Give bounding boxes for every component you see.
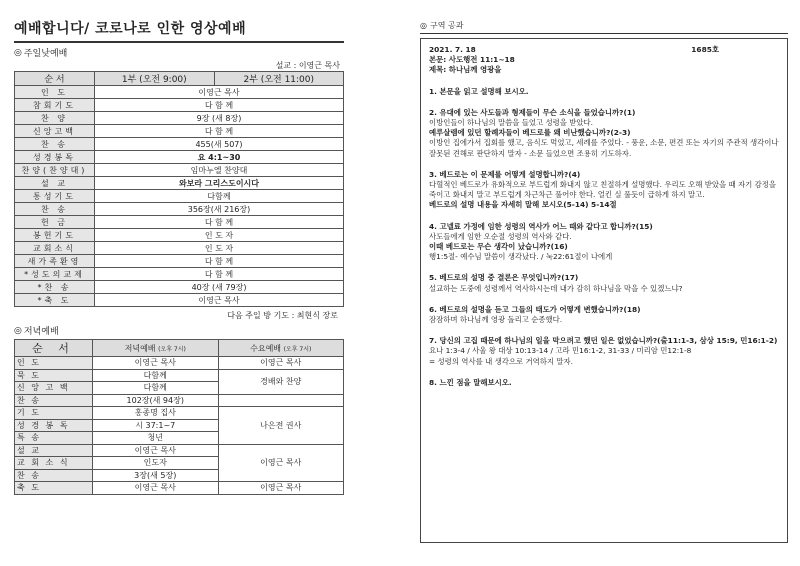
sunday-label: 주일낮예배 <box>23 49 68 59</box>
row-value: 인 도 자 <box>95 229 344 242</box>
wednesday-value: 경배와 찬양 <box>218 369 344 394</box>
wednesday-value: 이영근 목사 <box>218 444 344 482</box>
row-label: 신앙고백 <box>15 125 95 138</box>
row-label: 묵 도 <box>15 369 93 382</box>
question-2: 2. 유대에 있는 사도들과 형제들이 무슨 소식을 들었습니까?(1) <box>429 107 636 117</box>
answer-4b: 행1:5절- 예수님 말씀이 생각났다. / 눅22:61절이 나에게 <box>429 252 613 262</box>
col-order: 순 서 <box>15 340 93 357</box>
row-value: 다 함 께 <box>95 125 344 138</box>
table-row <box>15 138 344 151</box>
row-value: 임마누엘 찬양대 <box>95 164 344 177</box>
row-label: 성경봉독 <box>15 151 95 164</box>
answer-3: 다혈적인 베드로가 유화적으로 부드럽게 화내지 않고 친절하게 설명했다. 우리도 오해 받았을 때 자기 감정을 죽이고 화내지 말고 부드럽게 차근차근 풀어야 한다. 얼킨 실 풀듯이 급하게 하지 말고. <box>429 180 777 200</box>
bullet-icon: ◎ <box>420 21 427 30</box>
study-header <box>420 20 788 31</box>
preacher-line: 설교 : 이영근 목사 <box>275 61 340 70</box>
row-label: 찬양(찬양대) <box>15 164 95 177</box>
row-value: 다 함 께 <box>95 268 344 281</box>
row-label: 인 도 <box>15 357 93 370</box>
wednesday-value: 나은전 권사 <box>218 407 344 445</box>
evening-value: 이영근 목사 <box>93 482 219 495</box>
evening-value: 청년 <box>93 432 219 445</box>
row-value: 이영근 목사 <box>95 294 344 307</box>
question-3: 3. 베드로는 이 문제를 어떻게 설명합니까?(4) <box>429 169 581 179</box>
row-label: *찬 송 <box>15 281 95 294</box>
row-value: 40장 (새 79장) <box>95 281 344 294</box>
row-label: 헌 금 <box>15 216 95 229</box>
row-label: 신 앙 고 백 <box>15 382 93 395</box>
row-value: 요 4:1~30 <box>95 151 344 164</box>
row-label: 성 경 봉 독 <box>15 419 93 432</box>
col-wednesday: 수요예배 (오후 7시) <box>218 340 344 357</box>
question-1: 1. 본문을 읽고 설명해 보시오. <box>429 86 529 96</box>
question-8: 8. 느낀 점을 말해보시오. <box>429 377 512 387</box>
sunday-service-table <box>14 71 344 307</box>
row-value: 356장(새 216장) <box>95 203 344 216</box>
answer-5: 설교하는 도중에 성령께서 역사하시는데 내가 감히 하나님을 막을 수 있겠느냐? <box>429 283 683 293</box>
date-line <box>429 45 779 55</box>
evening-section-heading <box>14 324 344 337</box>
evening-value: 3장(새 5장) <box>93 469 219 482</box>
row-label: 설 교 <box>15 444 93 457</box>
answer-7b: = 성령의 역사를 내 생각으로 거역하지 말자. <box>429 356 574 366</box>
table-row <box>15 357 344 370</box>
table-row <box>15 229 344 242</box>
table-row <box>15 151 344 164</box>
title-divider <box>14 41 344 43</box>
issue-number: 1685호 <box>691 45 719 54</box>
row-label: 기 도 <box>15 407 93 420</box>
question-2b: 예루살렘에 있던 할례자들이 베드로를 왜 비난했습니까?(2-3) <box>429 128 631 138</box>
table-row <box>15 86 344 99</box>
col-second-service: 2부 (오전 11:00) <box>214 72 343 86</box>
table-row <box>15 177 344 190</box>
table-row <box>15 164 344 177</box>
row-value: 9장 (새 8장) <box>95 112 344 125</box>
table-row <box>15 125 344 138</box>
table-row <box>15 99 344 112</box>
col-order: 순 서 <box>15 72 95 86</box>
evening-value: 이영근 목사 <box>93 357 219 370</box>
table-row <box>15 394 344 407</box>
row-value: 455(새 507) <box>95 138 344 151</box>
table-row <box>15 444 344 457</box>
row-label: *성도의교제 <box>15 268 95 281</box>
row-value: 다함께 <box>95 190 344 203</box>
study-title: 구역 공과 <box>429 21 464 30</box>
row-label: 찬 송 <box>15 138 95 151</box>
wednesday-value: 이영근 목사 <box>218 482 344 495</box>
table-header-row <box>15 72 344 86</box>
table-row <box>15 112 344 125</box>
subject: 제목: 하나님께 영광을 <box>429 65 502 75</box>
row-label: 인 도 <box>15 86 95 99</box>
table-row <box>15 255 344 268</box>
row-value: 다 함 께 <box>95 216 344 229</box>
row-label: 찬 송 <box>15 394 93 407</box>
study-box <box>420 38 788 543</box>
table-header-row <box>15 340 344 357</box>
row-label: 설 교 <box>15 177 95 190</box>
row-label: 새가족환영 <box>15 255 95 268</box>
row-value: 와보라 그리스도이시다 <box>95 177 344 190</box>
row-label: 특 송 <box>15 432 93 445</box>
answer-7a: 요나 1:3-4 / 사울 왕 대상 10:13-14 / 고라 민16:1-2, 31-33 / 미리암 민12:1-8 <box>429 346 692 356</box>
date: 2021. 7. 18 <box>429 45 476 54</box>
answer-2b: 이방인 집에가서 집회를 했고, 음식도 먹었고, 세례를 주었다. - 풍운, 소문, 편견 또는 자기의 주관적 생각이나 잘못된 견해로 판단하지 말자 - 소문 들었으면 조용히 기도하자. <box>429 138 779 158</box>
left-page <box>14 18 344 495</box>
evening-value: 인도자 <box>93 457 219 470</box>
question-4b: 이때 베드로는 무슨 생각이 났습니까?(16) <box>429 242 568 252</box>
row-value: 인 도 자 <box>95 242 344 255</box>
bullet-icon: ◎ <box>14 325 22 336</box>
evening-value: 다함께 <box>93 382 219 395</box>
evening-label: 저녁예배 <box>23 327 59 337</box>
question-7: 7. 당신의 고집 때문에 하나님의 일을 막으려고 했던 일은 없었습니까?(출11:1-3, 삼상 15:9, 민16:1-2) <box>429 336 778 346</box>
row-label: 참회기도 <box>15 99 95 112</box>
row-value: 다 함 께 <box>95 255 344 268</box>
row-label: 교회소식 <box>15 242 95 255</box>
evening-value: 시 37:1~7 <box>93 419 219 432</box>
table-row <box>15 190 344 203</box>
table-row <box>15 216 344 229</box>
row-label: 찬 송 <box>15 469 93 482</box>
row-label: 봉헌기도 <box>15 229 95 242</box>
sunday-section-heading <box>14 46 344 59</box>
row-value: 이영근 목사 <box>95 86 344 99</box>
row-label: 교 회 소 식 <box>15 457 93 470</box>
answer-6: 잠잠하며 하나님께 영광 돌리고 순종했다. <box>429 315 563 325</box>
evening-value: 다함께 <box>93 369 219 382</box>
question-5: 5. 베드로의 설명 중 결론은 무엇입니까?(17) <box>429 273 579 283</box>
row-label: 찬 양 <box>15 112 95 125</box>
col-first-service: 1부 (오전 9:00) <box>95 72 215 86</box>
row-label: 축 도 <box>15 482 93 495</box>
question-4: 4. 고넬료 가정에 임한 성령의 역사가 어느 때와 같다고 합니까?(15) <box>429 221 653 231</box>
row-label: *축 도 <box>15 294 95 307</box>
wednesday-value: 이영근 목사 <box>218 357 344 370</box>
table-row <box>15 407 344 420</box>
row-label: 통성기도 <box>15 190 95 203</box>
answer-2a: 이방인들이 하나님의 말씀을 들었고 성령을 받았다. <box>429 118 594 128</box>
right-page <box>420 20 788 543</box>
header-divider <box>420 33 788 34</box>
question-3b: 베드로의 설명 내용을 자세히 말해 보시오(5-14) 5-14절 <box>429 200 617 210</box>
evening-value: 102장(새 94장) <box>93 394 219 407</box>
page-title: 예배합니다/ 코로나로 인한 영상예배 <box>14 21 247 37</box>
evening-value: 이영근 목사 <box>93 444 219 457</box>
evening-value: 홍종명 집사 <box>93 407 219 420</box>
table-row <box>15 203 344 216</box>
table-row <box>15 281 344 294</box>
question-6: 6. 베드로의 설명을 듣고 그들의 태도가 어떻게 변했습니까?(18) <box>429 304 641 314</box>
answer-4a: 사도들에게 임한 오순절 성령의 역사와 같다. <box>429 231 572 241</box>
scripture: 본문: 사도행전 11:1~18 <box>429 55 515 65</box>
table-row <box>15 268 344 281</box>
table-row <box>15 369 344 382</box>
next-week-prayer: 다음 주일 방 기도 : 최현식 장로 <box>227 311 338 320</box>
col-evening: 저녁예배 (오후 7시) <box>93 340 219 357</box>
table-row <box>15 294 344 307</box>
evening-service-table <box>14 339 344 495</box>
wednesday-value <box>218 394 344 407</box>
row-value: 다 함 께 <box>95 99 344 112</box>
bullet-icon: ◎ <box>14 47 22 58</box>
row-label: 찬 송 <box>15 203 95 216</box>
table-row <box>15 242 344 255</box>
table-row <box>15 482 344 495</box>
